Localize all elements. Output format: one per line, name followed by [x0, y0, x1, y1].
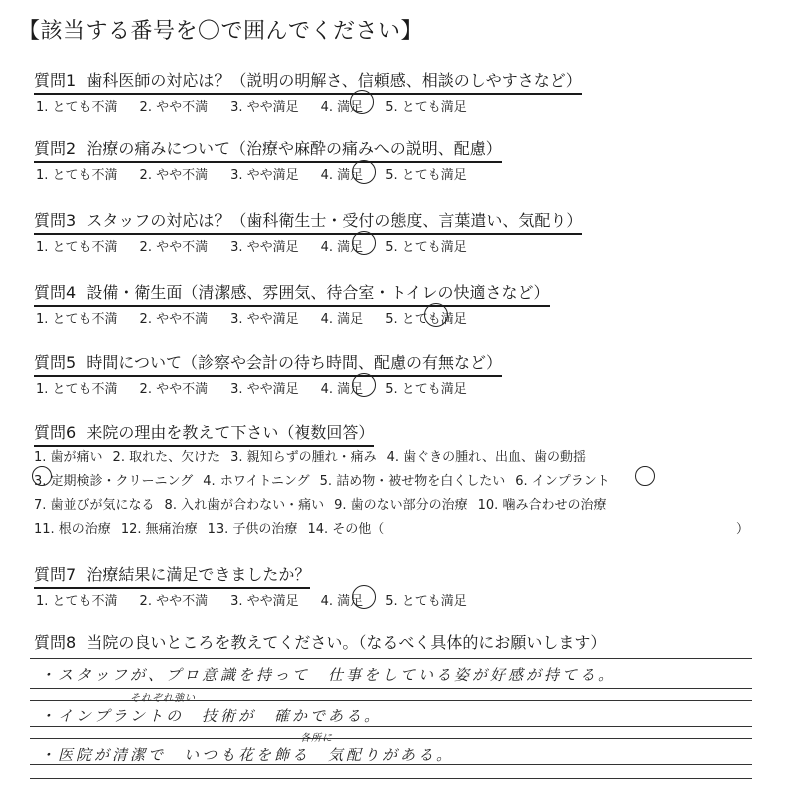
q5-options: [36, 378, 489, 397]
q1-options: [36, 96, 489, 115]
q7-label: 質問7: [34, 565, 77, 584]
q4-text: 設備・衛生面（清潔感、雰囲気、待合室・トイレの快適さなど）: [86, 283, 550, 302]
q2-label: 質問2: [34, 139, 77, 158]
q6-row-2: [34, 470, 620, 489]
answer-line: [30, 658, 752, 659]
q5-option-4[interactable]: 4. 満足: [320, 382, 364, 397]
q6-option-9[interactable]: 9. 歯のない部分の治療: [334, 498, 468, 513]
q6-option-1[interactable]: 1. 歯が痛い: [34, 450, 103, 465]
q3-option-2[interactable]: 2. やや不満: [139, 240, 209, 255]
q6-option-11[interactable]: 11. 根の治療: [34, 522, 111, 537]
q8-answer-1: ・スタッフが、プロ意識を持って 仕事をしている姿が好感が持てる。: [40, 666, 617, 684]
q5-option-1[interactable]: 1. とても不満: [36, 382, 118, 397]
q3-option-4[interactable]: 4. 満足: [320, 240, 364, 255]
q8-insertion-2: 各所に: [300, 733, 333, 744]
q5-option-2[interactable]: 2. やや不満: [139, 382, 209, 397]
q1-option-5[interactable]: 5. とても満足: [385, 100, 467, 115]
q3-heading: [34, 208, 582, 235]
q6-other-close-paren: ）: [736, 522, 750, 537]
q6-row-3: [34, 494, 616, 513]
q6-option-14[interactable]: 14. その他（: [307, 522, 385, 537]
answer-line: [30, 738, 752, 739]
q8-text: 当院の良いところを教えてください。（なるべく具体的にお願いします）: [86, 633, 607, 652]
q3-text: スタッフの対応は？（歯科衛生士・受付の態度、言葉遣い、気配り）: [86, 211, 583, 230]
answer-line: [30, 778, 752, 779]
q1-text: 歯科医師の対応は？（説明の明解さ、信頼感、相談のしやすさなど）: [86, 71, 582, 90]
q2-option-4[interactable]: 4. 満足: [320, 168, 364, 183]
q6-selection-circle-implant: [635, 466, 655, 486]
q3-option-1[interactable]: 1. とても不満: [36, 240, 118, 255]
q5-text: 時間について（診察や会計の待ち時間、配慮の有無など）: [86, 353, 503, 372]
q6-option-7[interactable]: 7. 歯並びが気になる: [34, 498, 155, 513]
q6-option-10[interactable]: 10. 噛み合わせの治療: [477, 498, 607, 513]
q8-answer-2: ・インプラントの 技術が 確かである。: [40, 707, 383, 725]
q7-option-5[interactable]: 5. とても満足: [385, 594, 467, 609]
q6-option-12[interactable]: 12. 無痛治療: [120, 522, 198, 537]
q3-options: [36, 236, 489, 255]
q7-options: [36, 590, 489, 609]
q4-label: 質問4: [34, 283, 77, 302]
q1-heading: [34, 68, 582, 95]
q4-option-3[interactable]: 3. やや満足: [230, 312, 299, 327]
q5-option-3[interactable]: 3. やや満足: [230, 382, 299, 397]
q6-option-whitening[interactable]: 4. ホワイトニング: [203, 474, 310, 489]
q3-option-3[interactable]: 3. やや満足: [230, 240, 299, 255]
page-title: 【該当する番号を〇で囲んでください】: [18, 19, 424, 44]
q3-option-5[interactable]: 5. とても満足: [385, 240, 467, 255]
q1-option-2[interactable]: 2. やや不満: [139, 100, 209, 115]
q6-text: 来院の理由を教えて下さい（複数回答）: [86, 423, 375, 442]
q8-heading: [34, 630, 606, 655]
q7-option-3[interactable]: 3. やや満足: [230, 594, 299, 609]
q6-heading: [34, 420, 374, 447]
q8-label: 質問8: [34, 633, 77, 652]
q6-option-white-fillings[interactable]: 5. 詰め物・被せ物を白くしたい: [319, 474, 506, 489]
q6-row-4: [34, 518, 394, 537]
q5-option-5[interactable]: 5. とても満足: [385, 382, 467, 397]
q3-label: 質問3: [34, 211, 77, 230]
q1-option-4[interactable]: 4. 満足: [320, 100, 364, 115]
q7-option-4[interactable]: 4. 満足: [320, 594, 364, 609]
q6-option-8[interactable]: 8. 入れ歯が合わない・痛い: [164, 498, 325, 513]
q7-option-2[interactable]: 2. やや不満: [139, 594, 209, 609]
q2-option-3[interactable]: 3. やや満足: [230, 168, 299, 183]
q8-insertion-1: それぞれ強い: [130, 693, 196, 704]
q6-label: 質問6: [34, 423, 77, 442]
q7-heading: [34, 562, 310, 589]
q2-option-1[interactable]: 1. とても不満: [36, 168, 118, 183]
q4-option-1[interactable]: 1. とても不満: [36, 312, 118, 327]
q6-option-implant[interactable]: 6. インプラント: [515, 474, 610, 489]
q2-option-2[interactable]: 2. やや不満: [139, 168, 209, 183]
q6-option-3[interactable]: 3. 親知らずの腫れ・痛み: [230, 450, 377, 465]
q1-label: 質問1: [34, 71, 77, 90]
q4-heading: [34, 280, 550, 307]
q6-option-13[interactable]: 13. 子供の治療: [207, 522, 298, 537]
q2-option-5[interactable]: 5. とても満足: [385, 168, 467, 183]
q1-option-1[interactable]: 1. とても不満: [36, 100, 118, 115]
q5-label: 質問5: [34, 353, 77, 372]
q8-answer-3: ・医院が清潔で いつも花を飾る 気配りがある。: [40, 746, 455, 764]
q7-option-1[interactable]: 1. とても不満: [36, 594, 118, 609]
q5-heading: [34, 350, 502, 377]
q4-option-4[interactable]: 4. 満足: [320, 312, 364, 327]
q2-options: [36, 164, 489, 183]
q6-option-regular-checkup[interactable]: 3. 定期検診・クリーニング: [34, 474, 194, 489]
answer-line: [30, 726, 752, 727]
q6-option-4[interactable]: 4. 歯ぐきの腫れ、出血、歯の動揺: [386, 450, 586, 465]
q4-option-2[interactable]: 2. やや不満: [139, 312, 209, 327]
q4-options: [36, 308, 489, 327]
q4-option-5[interactable]: 5. とても満足: [385, 312, 467, 327]
q2-heading: [34, 136, 502, 163]
q1-option-3[interactable]: 3. やや満足: [230, 100, 299, 115]
q2-text: 治療の痛みについて（治療や麻酔の痛みへの説明、配慮）: [86, 139, 502, 158]
q6-option-2[interactable]: 2. 取れた、欠けた: [112, 450, 221, 465]
q6-row-1: [34, 446, 596, 465]
q7-text: 治療結果に満足できましたか？: [86, 565, 311, 584]
